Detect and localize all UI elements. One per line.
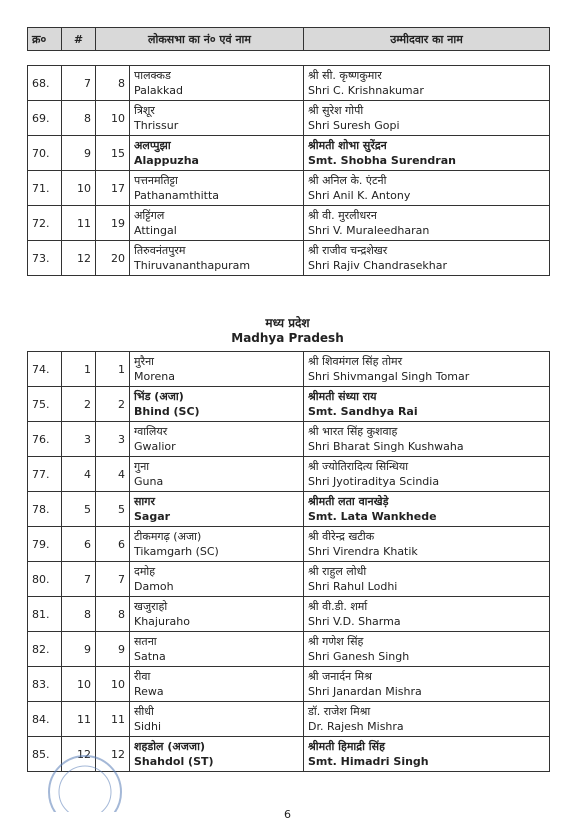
- candidate-name-hindi: श्री राजीव चन्द्रशेखर: [308, 244, 388, 257]
- candidate-name-english: Shri Jyotiraditya Scindia: [308, 475, 440, 488]
- constituency-cell: [130, 597, 304, 632]
- candidate-cell: [304, 206, 550, 241]
- constituency-number: 3: [96, 422, 130, 457]
- candidate-name-english: Shri Suresh Gopi: [308, 119, 400, 132]
- candidate-name-hindi: श्रीमती संध्या राय: [308, 390, 377, 403]
- constituency-cell: [130, 667, 304, 702]
- candidate-name-english: Smt. Lata Wankhede: [308, 510, 437, 523]
- state-serial: 9: [62, 632, 96, 667]
- candidate-name-english: Smt. Shobha Surendran: [308, 154, 456, 167]
- candidate-name-english: Shri V. Muraleedharan: [308, 224, 430, 237]
- state-serial: 9: [62, 136, 96, 171]
- constituency-number: 10: [96, 101, 130, 136]
- constituency-cell: [130, 352, 304, 387]
- col-header-hash: #: [62, 28, 96, 51]
- state-name-hindi: मध्य प्रदेश: [265, 316, 310, 330]
- table-row: [28, 171, 550, 206]
- constituency-name-english: Tikamgarh (SC): [134, 545, 219, 558]
- constituency-number: 1: [96, 352, 130, 387]
- constituency-name-english: Morena: [134, 370, 175, 383]
- seal-inner-ring: [59, 766, 111, 812]
- candidate-name-hindi: श्री वी. मुरलीधरन: [308, 209, 377, 222]
- candidate-cell: [304, 632, 550, 667]
- constituency-name-english: Satna: [134, 650, 166, 663]
- constituency-name-english: Shahdol (ST): [134, 755, 214, 768]
- candidate-name-english: Smt. Himadri Singh: [308, 755, 429, 768]
- constituency-name-hindi: तिरुवनंतपुरम: [134, 244, 186, 257]
- candidate-name-english: Shri Bharat Singh Kushwaha: [308, 440, 464, 453]
- kerala-candidates-table: [27, 65, 550, 276]
- candidate-cell: [304, 492, 550, 527]
- constituency-cell: [130, 562, 304, 597]
- state-serial: 6: [62, 527, 96, 562]
- serial-number: 78.: [28, 492, 62, 527]
- table-row: [28, 702, 550, 737]
- candidate-cell: [304, 101, 550, 136]
- candidate-name-hindi: श्रीमती शोभा सुरेंद्रन: [308, 139, 387, 152]
- candidate-cell: [304, 527, 550, 562]
- constituency-number: 7: [96, 562, 130, 597]
- table-row: [28, 206, 550, 241]
- serial-number: 73.: [28, 241, 62, 276]
- col-header-kr: क्र०: [28, 28, 62, 51]
- state-serial: 3: [62, 422, 96, 457]
- constituency-name-hindi: अट्टिंगल: [134, 209, 165, 222]
- table-row: [28, 352, 550, 387]
- constituency-name-english: Thiruvananthapuram: [134, 259, 251, 272]
- constituency-cell: [130, 702, 304, 737]
- constituency-cell: [130, 241, 304, 276]
- candidate-name-english: Dr. Rajesh Mishra: [308, 720, 404, 733]
- serial-number: 85.: [28, 737, 62, 772]
- candidate-name-hindi: श्री भारत सिंह कुशवाह: [308, 425, 398, 438]
- serial-number: 70.: [28, 136, 62, 171]
- constituency-number: 15: [96, 136, 130, 171]
- constituency-name-english: Guna: [134, 475, 164, 488]
- constituency-name-hindi: खजुराहो: [134, 600, 168, 613]
- state-serial: 1: [62, 352, 96, 387]
- serial-number: 79.: [28, 527, 62, 562]
- constituency-name-hindi: भिंड (अजा): [134, 390, 184, 403]
- serial-number: 84.: [28, 702, 62, 737]
- candidate-cell: [304, 136, 550, 171]
- constituency-number: 9: [96, 632, 130, 667]
- candidate-name-english: Shri V.D. Sharma: [308, 615, 401, 628]
- constituency-name-english: Thrissur: [134, 119, 179, 132]
- constituency-number: 12: [96, 737, 130, 772]
- serial-number: 80.: [28, 562, 62, 597]
- constituency-name-hindi: शहडोल (अजजा): [134, 740, 205, 753]
- constituency-cell: [130, 457, 304, 492]
- state-serial: 8: [62, 597, 96, 632]
- table-row: [28, 422, 550, 457]
- constituency-name-hindi: मुरैना: [134, 355, 155, 368]
- constituency-name-english: Rewa: [134, 685, 164, 698]
- constituency-number: 2: [96, 387, 130, 422]
- candidate-name-hindi: श्री अनिल के. एंटनी: [308, 174, 387, 187]
- candidate-name-english: Shri Shivmangal Singh Tomar: [308, 370, 470, 383]
- col-header-constituency: लोकसभा का नं० एवं नाम: [96, 28, 304, 51]
- table-row: [28, 241, 550, 276]
- constituency-number: 19: [96, 206, 130, 241]
- constituency-number: 17: [96, 171, 130, 206]
- candidate-cell: [304, 737, 550, 772]
- candidate-cell: [304, 387, 550, 422]
- candidate-name-hindi: श्री शिवमंगल सिंह तोमर: [308, 355, 403, 368]
- state-name-english: Madhya Pradesh: [231, 331, 344, 345]
- madhya-pradesh-candidates-table: [27, 351, 550, 772]
- candidate-name-english: Shri Anil K. Antony: [308, 189, 411, 202]
- constituency-name-hindi: टीकमगढ़ (अजा): [134, 530, 202, 543]
- constituency-number: 20: [96, 241, 130, 276]
- candidate-name-english: Shri Virendra Khatik: [308, 545, 418, 558]
- constituency-cell: [130, 136, 304, 171]
- state-serial: 2: [62, 387, 96, 422]
- candidate-cell: [304, 457, 550, 492]
- constituency-name-hindi: त्रिशूर: [134, 104, 155, 117]
- state-serial: 7: [62, 562, 96, 597]
- serial-number: 74.: [28, 352, 62, 387]
- constituency-name-english: Damoh: [134, 580, 174, 593]
- constituency-number: 5: [96, 492, 130, 527]
- table-row: [28, 597, 550, 632]
- constituency-cell: [130, 66, 304, 101]
- candidate-name-hindi: श्री सी. कृष्णकुमार: [308, 69, 382, 82]
- table-row: [28, 667, 550, 702]
- candidate-name-english: Shri Rajiv Chandrasekhar: [308, 259, 448, 272]
- constituency-cell: [130, 737, 304, 772]
- serial-number: 71.: [28, 171, 62, 206]
- constituency-name-english: Sagar: [134, 510, 171, 523]
- constituency-name-hindi: गुना: [134, 460, 150, 473]
- constituency-name-english: Palakkad: [134, 84, 183, 97]
- serial-number: 76.: [28, 422, 62, 457]
- state-serial: 8: [62, 101, 96, 136]
- page-number: 6: [284, 808, 291, 821]
- constituency-name-hindi: अलप्पुझा: [134, 139, 171, 152]
- candidate-name-hindi: श्रीमती हिमाद्री सिंह: [308, 740, 385, 753]
- table-row: [28, 527, 550, 562]
- table-row: [28, 101, 550, 136]
- table-row: [28, 66, 550, 101]
- constituency-name-hindi: रीवा: [134, 670, 151, 683]
- table-row: [28, 562, 550, 597]
- candidate-cell: [304, 241, 550, 276]
- constituency-number: 4: [96, 457, 130, 492]
- candidate-name-hindi: डॉ. राजेश मिश्रा: [308, 705, 371, 718]
- candidate-cell: [304, 667, 550, 702]
- constituency-name-english: Bhind (SC): [134, 405, 200, 418]
- constituency-name-hindi: सतना: [134, 635, 157, 648]
- constituency-cell: [130, 632, 304, 667]
- serial-number: 82.: [28, 632, 62, 667]
- candidate-name-hindi: श्री ज्योतिरादित्य सिन्धिया: [308, 460, 409, 473]
- candidate-name-hindi: श्री गणेश सिंह: [308, 635, 364, 648]
- state-serial: 4: [62, 457, 96, 492]
- constituency-name-hindi: पत्तनमतिट्टा: [134, 174, 178, 187]
- candidate-name-hindi: श्री वी.डी. शर्मा: [308, 600, 368, 613]
- office-seal-stamp: [40, 752, 130, 812]
- serial-number: 69.: [28, 101, 62, 136]
- serial-number: 68.: [28, 66, 62, 101]
- serial-number: 72.: [28, 206, 62, 241]
- constituency-name-hindi: पालक्कड: [134, 69, 171, 82]
- candidate-cell: [304, 597, 550, 632]
- table-row: [28, 457, 550, 492]
- serial-number: 83.: [28, 667, 62, 702]
- constituency-name-english: Sidhi: [134, 720, 162, 733]
- state-serial: 7: [62, 66, 96, 101]
- state-serial: 5: [62, 492, 96, 527]
- candidate-name-hindi: श्रीमती लता वानखेड़े: [308, 495, 389, 508]
- candidate-name-hindi: श्री सुरेश गोपी: [308, 104, 364, 117]
- state-serial: 10: [62, 171, 96, 206]
- constituency-name-english: Khajuraho: [134, 615, 190, 628]
- candidate-cell: [304, 422, 550, 457]
- constituency-cell: [130, 492, 304, 527]
- state-serial: 10: [62, 667, 96, 702]
- candidate-cell: [304, 352, 550, 387]
- constituency-name-hindi: सागर: [134, 495, 155, 508]
- col-header-candidate: उम्मीदवार का नाम: [304, 28, 550, 51]
- candidate-name-hindi: श्री वीरेन्द्र खटीक: [308, 530, 375, 543]
- constituency-number: 6: [96, 527, 130, 562]
- table-row: [28, 136, 550, 171]
- state-serial: 11: [62, 702, 96, 737]
- candidate-name-english: Shri Rahul Lodhi: [308, 580, 398, 593]
- constituency-number: 11: [96, 702, 130, 737]
- candidate-name-english: Shri C. Krishnakumar: [308, 84, 424, 97]
- state-serial: 12: [62, 241, 96, 276]
- constituency-name-hindi: दमोह: [134, 565, 156, 578]
- candidate-name-english: Smt. Sandhya Rai: [308, 405, 418, 418]
- table-row: [28, 492, 550, 527]
- serial-number: 77.: [28, 457, 62, 492]
- candidate-name-hindi: श्री राहुल लोधी: [308, 565, 367, 578]
- state-serial: 12: [62, 737, 96, 772]
- candidate-cell: [304, 171, 550, 206]
- constituency-cell: [130, 206, 304, 241]
- constituency-name-english: Pathanamthitta: [134, 189, 220, 202]
- constituency-name-hindi: ग्वालियर: [134, 425, 168, 438]
- table-row: [28, 632, 550, 667]
- constituency-cell: [130, 171, 304, 206]
- candidate-cell: [304, 702, 550, 737]
- constituency-number: 10: [96, 667, 130, 702]
- constituency-name-english: Gwalior: [134, 440, 176, 453]
- serial-number: 81.: [28, 597, 62, 632]
- state-serial: 11: [62, 206, 96, 241]
- constituency-cell: [130, 387, 304, 422]
- candidate-name-english: Shri Ganesh Singh: [308, 650, 410, 663]
- column-header-row: [28, 28, 550, 51]
- constituency-name-english: Alappuzha: [134, 154, 199, 167]
- state-heading: [0, 316, 575, 346]
- table-row: [28, 387, 550, 422]
- constituency-number: 8: [96, 66, 130, 101]
- constituency-name-english: Attingal: [134, 224, 177, 237]
- column-header-table: [27, 27, 550, 51]
- candidate-name-hindi: श्री जनार्दन मिश्र: [308, 670, 372, 683]
- constituency-name-hindi: सीधी: [134, 705, 154, 718]
- serial-number: 75.: [28, 387, 62, 422]
- constituency-cell: [130, 101, 304, 136]
- constituency-number: 8: [96, 597, 130, 632]
- candidate-name-english: Shri Janardan Mishra: [308, 685, 422, 698]
- candidate-cell: [304, 562, 550, 597]
- constituency-cell: [130, 527, 304, 562]
- candidate-cell: [304, 66, 550, 101]
- constituency-cell: [130, 422, 304, 457]
